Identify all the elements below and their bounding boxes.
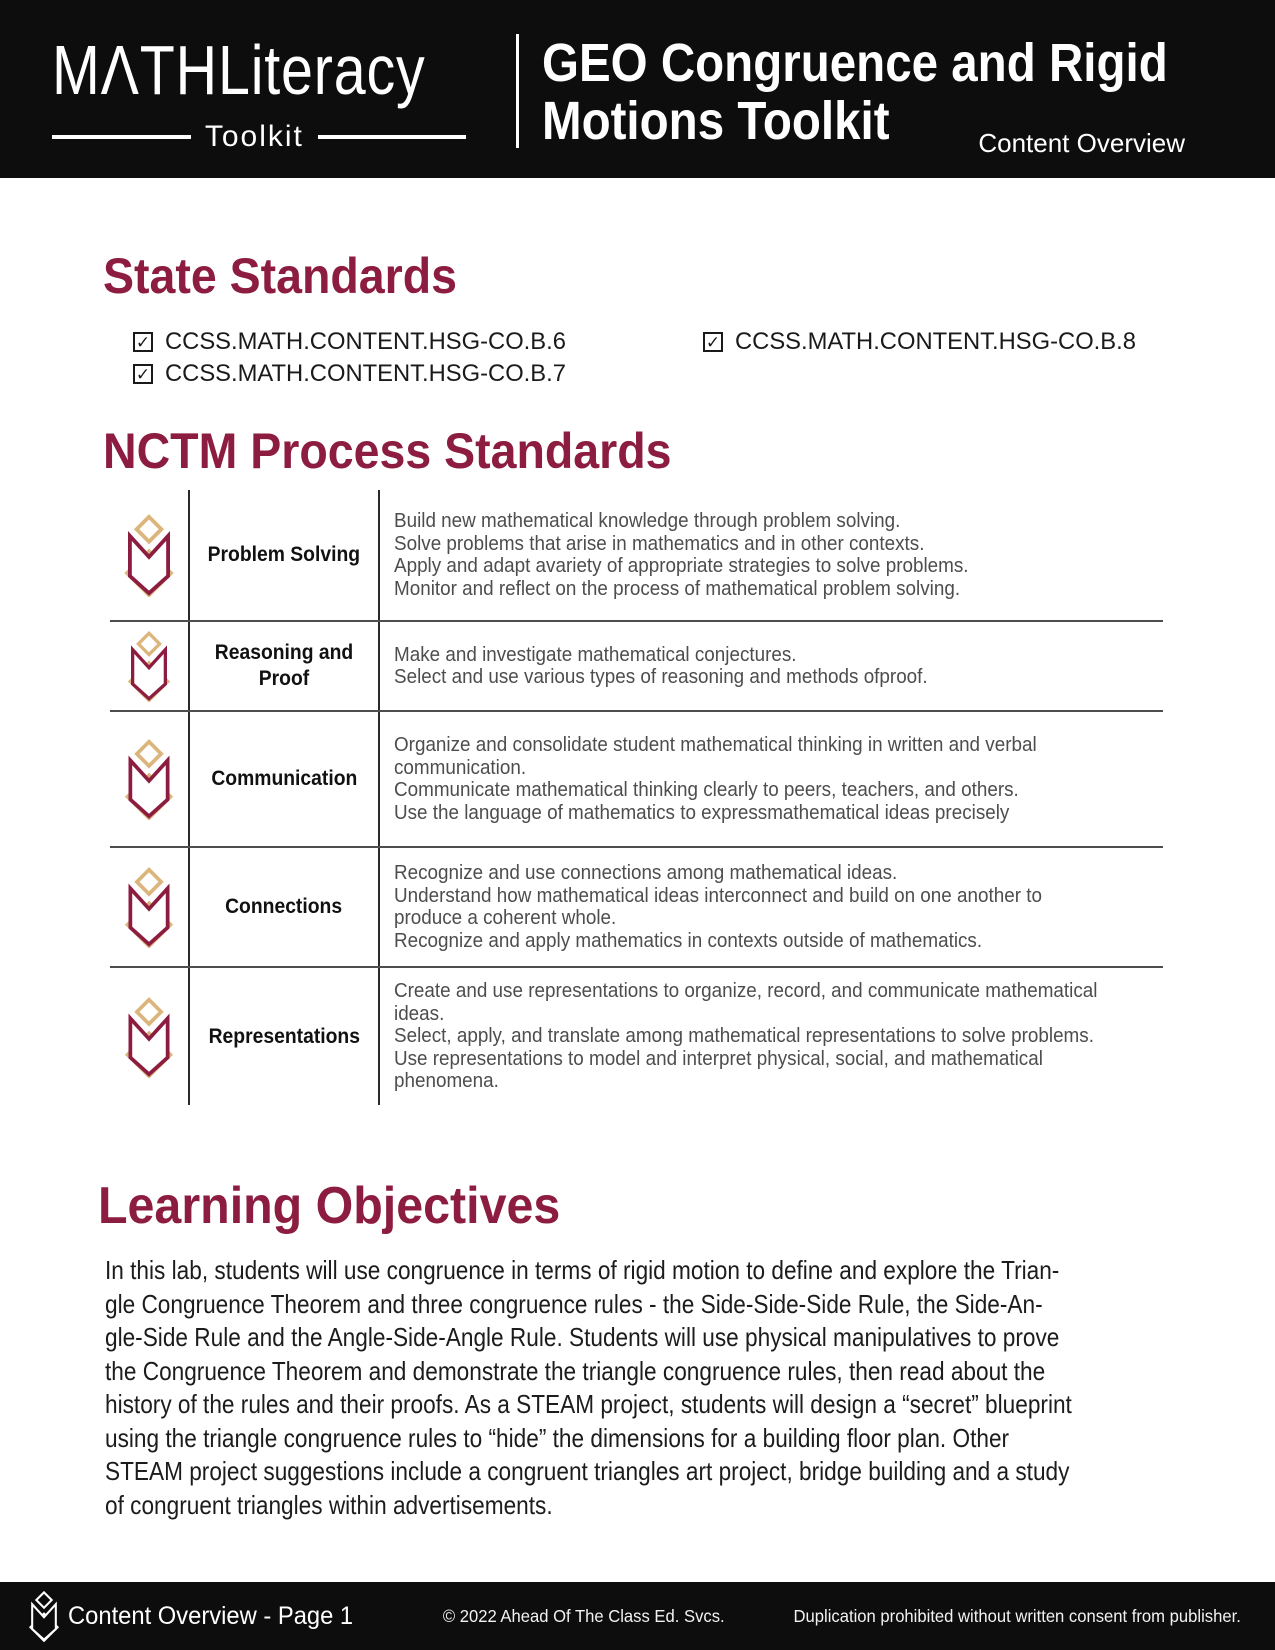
process-standard-description xyxy=(380,712,1163,846)
checked-checkbox-icon: ✓ xyxy=(703,332,723,352)
content-overview-label: Content Overview xyxy=(978,128,1185,158)
nctm-heading: NCTM Process Standards xyxy=(103,423,672,479)
page-footer xyxy=(0,1582,1275,1650)
text-line: Use the language of mathematics to expressmathematical ideas precisely xyxy=(394,800,1010,824)
process-standard-description xyxy=(380,968,1163,1105)
logo-mark-icon xyxy=(120,513,178,597)
table-row xyxy=(110,622,1163,712)
state-standards-heading: State Standards xyxy=(103,248,458,304)
text-line: communication. xyxy=(394,755,527,779)
text-line: phenomena. xyxy=(394,1069,499,1093)
text-line: Make and investigate mathematical conjectures. xyxy=(394,642,797,666)
standard-item xyxy=(703,326,1148,358)
math-literacy-logo-icon xyxy=(110,712,190,846)
text-line: history of the rules and their proofs. As a STEAM project, students will design a “secret” blueprint xyxy=(105,1389,1072,1419)
footer-page-group xyxy=(26,1590,368,1642)
duplication-notice: Duplication prohibited without written consent from publisher. xyxy=(793,1605,1241,1626)
text-line: produce a coherent whole. xyxy=(394,906,617,929)
logo-literacy-text: Literacy xyxy=(217,31,426,109)
process-standard-name: Connections xyxy=(190,848,380,966)
text-line: Solve problems that arise in mathematics and in other contexts. xyxy=(394,531,925,555)
title-line-2: Motions Toolkit xyxy=(542,91,890,151)
logo-mark-icon xyxy=(121,866,177,948)
math-literacy-logo-icon xyxy=(110,622,190,710)
math-literacy-logo-icon xyxy=(110,968,190,1105)
table-row xyxy=(110,848,1163,968)
process-standard-description xyxy=(380,490,1163,620)
footer-legal-group xyxy=(428,1606,1241,1627)
text-line: Communicate mathematical thinking clearly to peers, teachers, and others. xyxy=(394,778,1019,801)
process-standard-description xyxy=(380,622,1163,710)
text-line: Select, apply, and translate among mathematical representations to solve problems. xyxy=(394,1024,1094,1048)
table-row xyxy=(110,712,1163,848)
state-standards-list xyxy=(133,326,1208,390)
math-literacy-logo-icon xyxy=(110,848,190,966)
math-literacy-logo xyxy=(52,30,466,154)
logo-math-text: MΛTH xyxy=(52,31,218,109)
standard-item xyxy=(133,358,1208,390)
logo-wordmark xyxy=(52,30,426,110)
text-line: Select and use various types of reasoning and methods ofproof. xyxy=(394,665,928,688)
checked-checkbox-icon: ✓ xyxy=(133,332,153,352)
logo-toolkit-row xyxy=(52,120,466,154)
text-line: gle Congruence Theorem and three congruence rules - the Side-Side-Side Rule, the Side-An- xyxy=(105,1288,1043,1319)
logo-mark-icon xyxy=(121,996,177,1078)
math-literacy-logo-icon xyxy=(26,1590,62,1642)
process-standard-name: Communication xyxy=(190,712,380,846)
title-line-1: GEO Congruence and Rigid xyxy=(542,33,1168,93)
standard-code: CCSS.MATH.CONTENT.HSG-CO.B.7 xyxy=(165,360,566,387)
nctm-table xyxy=(110,490,1163,1105)
process-standard-name: Representations xyxy=(190,968,380,1105)
text-line: Recognize and use connections among mathematical ideas. xyxy=(394,861,898,884)
text-line: Create and use representations to organize, record, and communicate mathematical xyxy=(394,979,1098,1003)
text-line: Apply and adapt avariety of appropriate strategies to solve problems. xyxy=(394,554,969,577)
table-row xyxy=(110,490,1163,622)
text-line: ideas. xyxy=(394,1001,445,1025)
text-line: Monitor and reflect on the process of mathematical problem solving. xyxy=(394,576,961,600)
footer-page-label: Content Overview - Page 1 xyxy=(68,1601,354,1630)
text-line: STEAM project suggestions include a congruent triangles art project, bridge building and a study xyxy=(105,1456,1070,1486)
text-line: gle-Side Rule and the Angle-Side-Angle Rule. Students will use physical manipulatives to prove xyxy=(105,1322,1060,1352)
learning-objectives-paragraph xyxy=(105,1254,1180,1522)
standard-code: CCSS.MATH.CONTENT.HSG-CO.B.6 xyxy=(165,328,566,355)
text-line: Build new mathematical knowledge through problem solving. xyxy=(394,509,901,532)
text-line: Use representations to model and interpret physical, social, and mathematical xyxy=(394,1046,1043,1070)
logo-rule-right xyxy=(318,135,466,139)
standards-column-2 xyxy=(703,326,1148,358)
page-header xyxy=(0,0,1275,178)
text-line: Recognize and apply mathematics in contexts outside of mathematics. xyxy=(394,928,983,952)
math-literacy-logo-icon xyxy=(110,490,190,620)
text-line: In this lab, students will use congruence in terms of rigid motion to define and explore the Trian- xyxy=(105,1255,1060,1285)
table-row xyxy=(110,968,1163,1105)
logo-mark-icon xyxy=(121,738,177,820)
process-standard-name: Reasoning and Proof xyxy=(190,622,380,710)
header-divider xyxy=(516,34,519,148)
process-standard-description xyxy=(380,848,1163,966)
logo-rule-left xyxy=(52,135,191,139)
text-line: of congruent triangles within advertisements. xyxy=(105,1489,553,1520)
logo-mark-icon xyxy=(124,630,174,702)
copyright-text: © 2022 Ahead Of The Class Ed. Svcs. xyxy=(442,1605,725,1626)
process-standard-name: Problem Solving xyxy=(190,490,380,620)
logo-toolkit-text: Toolkit xyxy=(204,120,304,153)
checked-checkbox-icon: ✓ xyxy=(133,364,153,384)
standard-code: CCSS.MATH.CONTENT.HSG-CO.B.8 xyxy=(735,328,1136,355)
text-line: the Congruence Theorem and demonstrate the triangle congruence rules, then read about the xyxy=(105,1355,1046,1386)
text-line: Organize and consolidate student mathematical thinking in written and verbal xyxy=(394,733,1037,756)
text-line: Understand how mathematical ideas interconnect and build on one another to xyxy=(394,883,1042,907)
text-line: using the triangle congruence rules to “hide” the dimensions for a building floor plan. Other xyxy=(105,1422,1010,1453)
learning-objectives-heading: Learning Objectives xyxy=(98,1177,561,1235)
